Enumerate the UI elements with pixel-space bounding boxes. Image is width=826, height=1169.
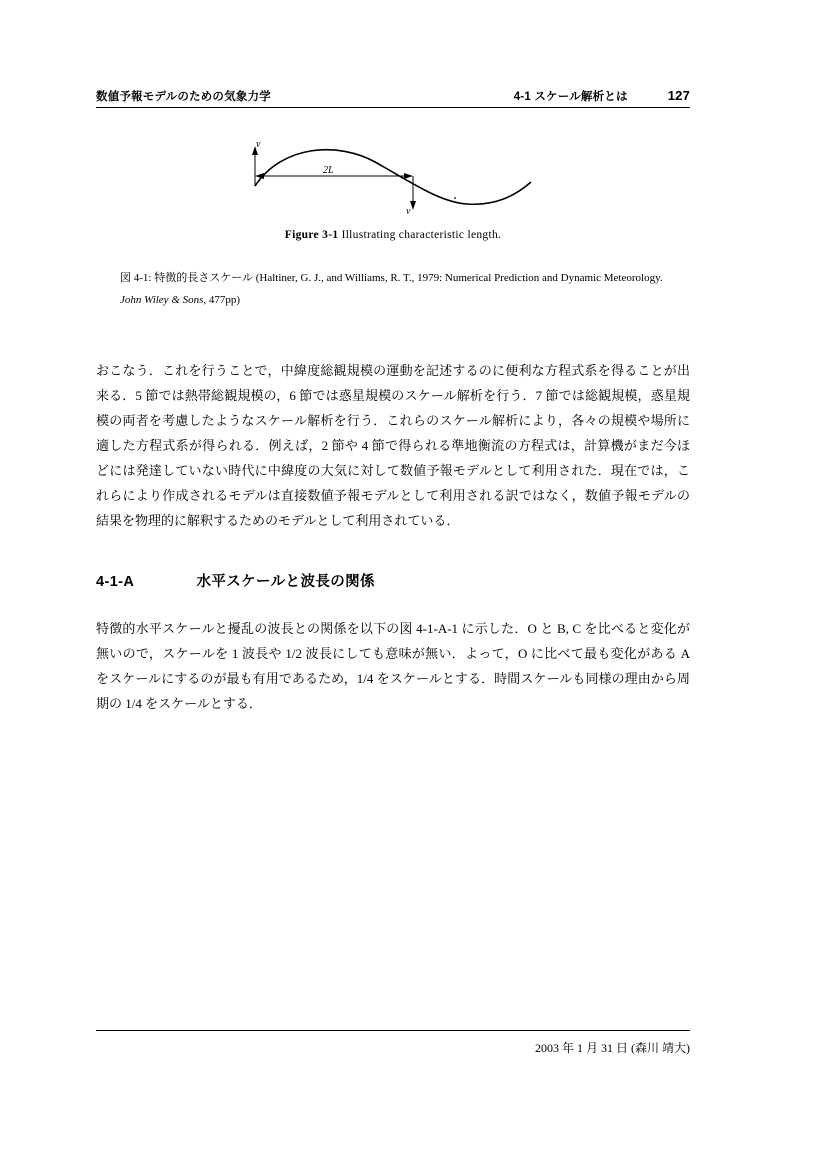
body-paragraph-2: 特徴的水平スケールと擾乱の波長との関係を以下の図 4-1-A-1 に示した．O と B, C を比べると変化が無いので，スケールを 1 波長や 1/2 波長にしても意味が無い．よって，O に比べて最も変化がある A をスケールにするのが最も有用であるため，1/4 をスケールとする．時間スケールも同様の理由から周期の 1/4 をスケールとする．	[96, 620, 690, 711]
figure-original-caption-label: Figure 3-1	[284, 229, 339, 241]
footer-text: 2003 年 1 月 31 日 (森川 靖大)	[535, 1041, 690, 1055]
figure-illustration	[243, 138, 543, 214]
figure-japanese-caption-text: 特徴的長さスケール (Haltiner, G. J., and Williams, R. T., 1979: Numerical Prediction and Dynamic Meteorology.	[154, 272, 663, 284]
running-head-section: 4-1 スケール解析とは	[513, 91, 628, 103]
page-footer	[96, 1030, 690, 1056]
header-rule	[96, 107, 690, 108]
svg-text:v: v	[256, 139, 261, 150]
running-head	[96, 88, 690, 104]
figure-original-caption-text: Illustrating characteristic length.	[341, 229, 502, 241]
figure-japanese-caption-italic: John Wiley & Sons,	[120, 294, 207, 306]
page-content	[96, 88, 690, 729]
page-number: 127	[667, 88, 690, 103]
section-heading-title: 水平スケールと波長の関係	[196, 573, 375, 590]
section-heading-number: 4-1-A	[96, 573, 135, 590]
figure-japanese-caption-tail: 477pp)	[208, 294, 241, 306]
footer-rule	[96, 1030, 690, 1031]
svg-text:2L: 2L	[323, 165, 334, 176]
figure-japanese-caption-label: 図 4-1:	[120, 272, 152, 284]
svg-text:v: v	[406, 206, 411, 214]
body-paragraph-1: おこなう．これを行うことで，中緯度総観規模の運動を記述するのに便利な方程式系を得ることが出来る．5 節では熱帯総観規模の，6 節では惑星規模のスケール解析を行う．7 節では総観規模，惑星規模の両者を考慮したようなスケール解析を行う．これらのスケール解析により，各々の規模や場所に適した方程式系が得られる．例えば，2 節や 4 節で得られる準地衡流の方程式は，計算機がまだ今ほどには発達していない時代に中緯度の大気に対して数値予報モデルとして利用された．現在では，これらにより作成されるモデルは直接数値予報モデルとして利用される訳ではなく，数値予報モデルの結果を物理的に解釈するためのモデルとして利用されている．	[96, 363, 690, 528]
figure-block	[96, 138, 690, 311]
section-heading	[96, 570, 690, 591]
figure-japanese-caption	[96, 267, 690, 311]
running-head-title: 数値予報モデルのための気象力学	[96, 91, 271, 103]
figure-original-caption	[96, 229, 690, 241]
